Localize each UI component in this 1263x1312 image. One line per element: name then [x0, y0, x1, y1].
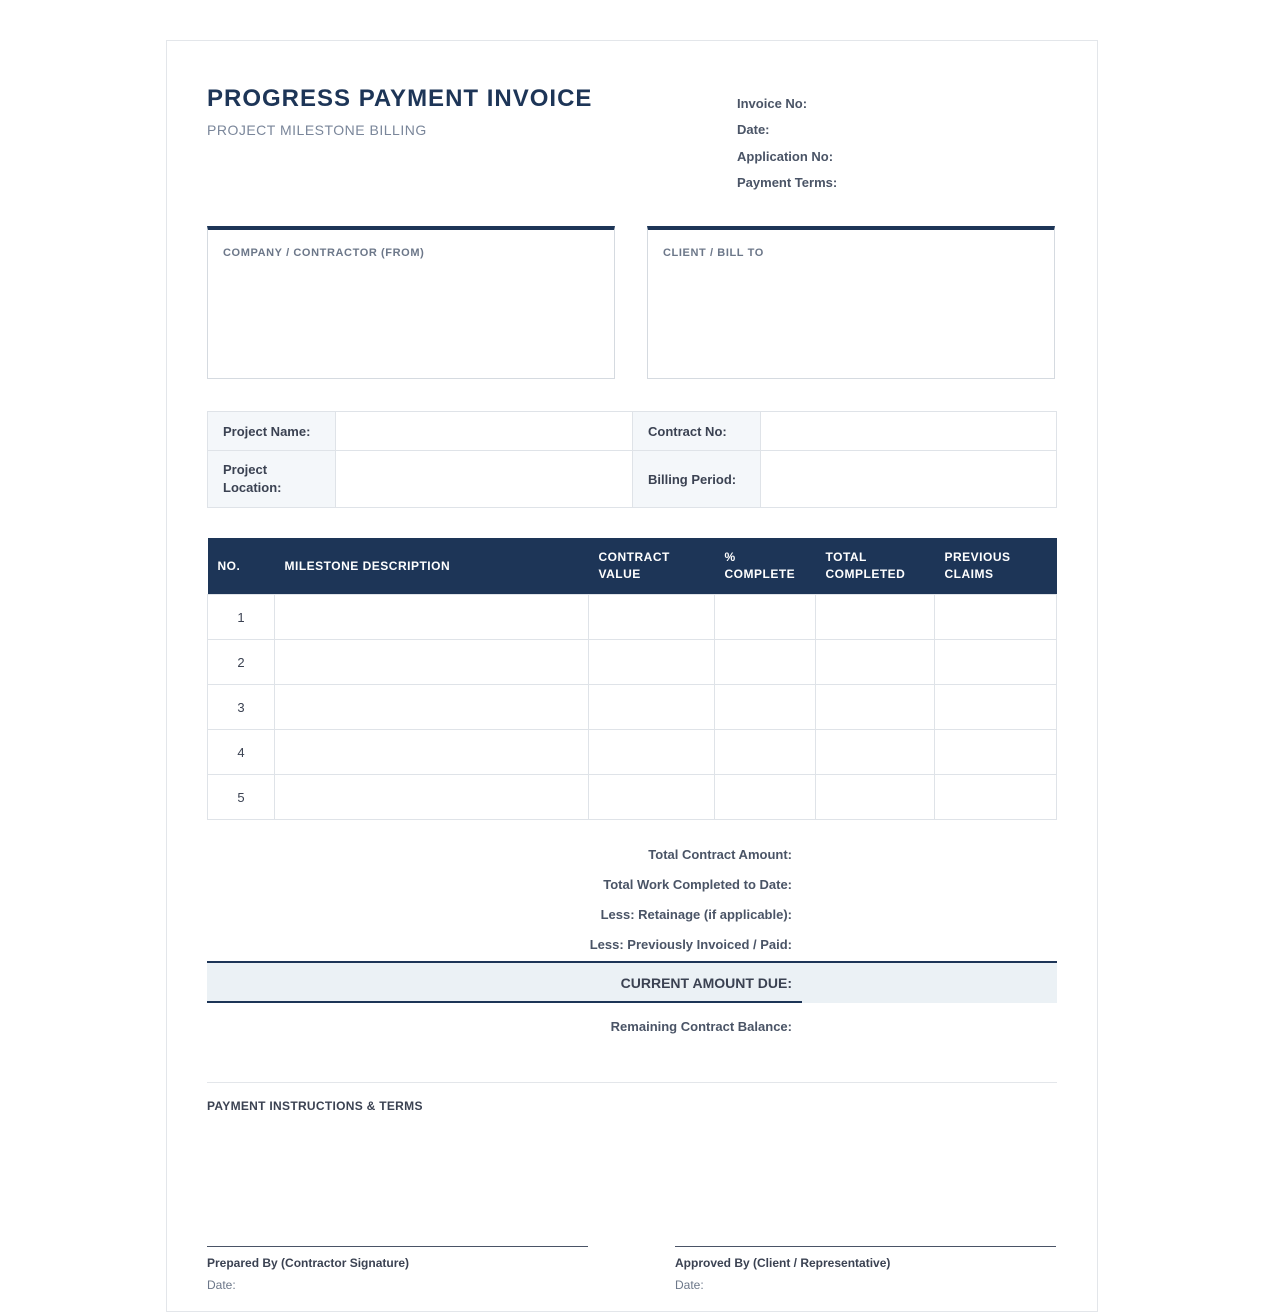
description-cell[interactable] [275, 640, 589, 685]
date-label: Date: [737, 122, 770, 138]
row-number: 4 [208, 730, 275, 775]
col-previous-claims: PREVIOUS CLAIMS [935, 538, 1057, 595]
invoice-page [166, 40, 1098, 1312]
table-row [208, 775, 1057, 820]
invoice-no-label: Invoice No: [737, 96, 808, 111]
previous-claims-cell[interactable] [935, 685, 1057, 730]
divider [207, 1082, 1057, 1083]
total-contract-amount-label: Total Contract Amount: [648, 847, 792, 862]
application-no-label: Application No: [737, 148, 834, 164]
col-total-completed: TOTAL COMPLETED [816, 538, 935, 595]
prepared-date-label: Date: [207, 1278, 236, 1292]
row-number: 3 [208, 685, 275, 730]
project-name-label: Project Name: [208, 412, 336, 451]
prepared-by-label: Prepared By (Contractor Signature) [207, 1256, 410, 1270]
description-cell[interactable] [275, 775, 589, 820]
prepared-by-signature[interactable] [207, 1246, 588, 1292]
contract-no-field[interactable] [761, 412, 1057, 451]
current-amount-due-label: CURRENT AMOUNT DUE: [620, 975, 792, 991]
total-completed-cell[interactable] [816, 685, 935, 730]
col-no: NO. [208, 538, 275, 595]
total-completed-cell[interactable] [816, 730, 935, 775]
current-amount-due-row [207, 961, 1057, 1003]
invoice-subtitle: PROJECT MILESTONE BILLING [207, 122, 427, 138]
row-number: 1 [208, 595, 275, 640]
project-name-field[interactable] [336, 412, 633, 451]
table-row [208, 640, 1057, 685]
contract-value-cell[interactable] [589, 730, 715, 775]
approved-date-label: Date: [675, 1278, 704, 1292]
previous-claims-cell[interactable] [935, 595, 1057, 640]
remaining-balance-label: Remaining Contract Balance: [610, 1019, 792, 1034]
total-completed-cell[interactable] [816, 640, 935, 685]
contract-value-cell[interactable] [589, 685, 715, 730]
payment-terms-label: Payment Terms: [737, 174, 838, 190]
row-number: 2 [208, 640, 275, 685]
contract-no-label: Contract No: [633, 412, 761, 451]
invoice-meta [737, 96, 837, 201]
project-info-table [207, 411, 1057, 508]
total-work-completed-label: Total Work Completed to Date: [603, 877, 792, 892]
table-row [208, 730, 1057, 775]
milestone-table-header [208, 538, 1057, 595]
invoice-title: PROGRESS PAYMENT INVOICE [207, 85, 593, 112]
approved-by-label: Approved By (Client / Representative) [675, 1256, 891, 1270]
previous-claims-cell[interactable] [935, 730, 1057, 775]
payment-terms-heading: PAYMENT INSTRUCTIONS & TERMS [207, 1099, 423, 1113]
total-completed-cell[interactable] [816, 775, 935, 820]
milestone-table [207, 538, 1057, 820]
col-percent-complete: % COMPLETE [715, 538, 816, 595]
due-underline [207, 1001, 802, 1003]
percent-complete-cell[interactable] [715, 775, 816, 820]
percent-complete-cell[interactable] [715, 685, 816, 730]
billing-period-label: Billing Period: [633, 451, 761, 508]
less-retainage-label: Less: Retainage (if applicable): [600, 907, 792, 922]
from-label: COMPANY / CONTRACTOR (FROM) [223, 247, 425, 259]
percent-complete-cell[interactable] [715, 595, 816, 640]
contract-value-cell[interactable] [589, 595, 715, 640]
approved-by-signature[interactable] [675, 1246, 1056, 1292]
billing-period-field[interactable] [761, 451, 1057, 508]
bill-to-box[interactable] [647, 226, 1055, 379]
contract-value-cell[interactable] [589, 775, 715, 820]
col-contract-value: CONTRACT VALUE [589, 538, 715, 595]
percent-complete-cell[interactable] [715, 640, 816, 685]
description-cell[interactable] [275, 685, 589, 730]
description-cell[interactable] [275, 595, 589, 640]
percent-complete-cell[interactable] [715, 730, 816, 775]
bill-to-label: CLIENT / BILL TO [663, 247, 764, 259]
total-completed-cell[interactable] [816, 595, 935, 640]
from-box[interactable] [207, 226, 615, 379]
previous-claims-cell[interactable] [935, 640, 1057, 685]
description-cell[interactable] [275, 730, 589, 775]
table-row [208, 595, 1057, 640]
project-location-label: Project Location: [208, 451, 336, 508]
project-location-field[interactable] [336, 451, 633, 508]
table-row [208, 685, 1057, 730]
contract-value-cell[interactable] [589, 640, 715, 685]
previous-claims-cell[interactable] [935, 775, 1057, 820]
row-number: 5 [208, 775, 275, 820]
less-previously-invoiced-label: Less: Previously Invoiced / Paid: [589, 937, 792, 952]
col-milestone-description: MILESTONE DESCRIPTION [275, 538, 589, 595]
